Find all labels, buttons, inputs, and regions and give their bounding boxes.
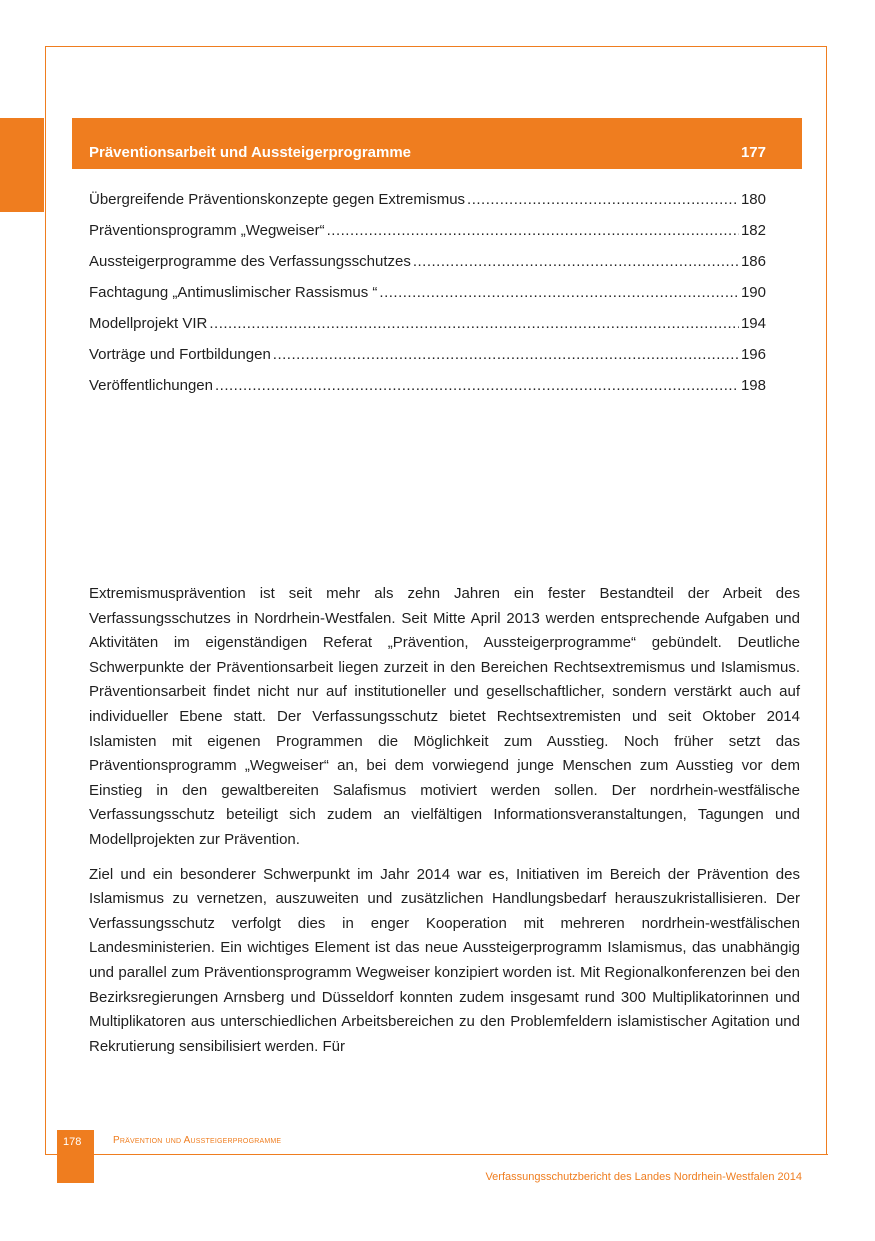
toc-item[interactable] xyxy=(89,220,766,251)
publication-title: Verfassungsschutzbericht des Landes Nordrhein-Westfalen 2014 xyxy=(485,1171,802,1183)
toc-item-page: 196 xyxy=(740,346,766,363)
chapter-side-tab xyxy=(0,118,44,212)
running-head: Prävention und Aussteigerprogramme xyxy=(113,1135,282,1146)
chapter-header-bar xyxy=(72,118,802,169)
toc-leader-dots xyxy=(467,189,739,211)
toc-leader-dots xyxy=(327,220,739,242)
toc-item[interactable] xyxy=(89,251,766,282)
toc-leader-dots xyxy=(215,375,739,397)
chapter-title: Präventionsarbeit und Aussteigerprogramme xyxy=(89,144,412,161)
toc-item-page: 194 xyxy=(740,315,766,332)
toc-leader-dots xyxy=(273,344,739,366)
toc-item-page: 182 xyxy=(740,222,766,239)
toc-item[interactable] xyxy=(89,313,766,344)
toc-item-label: Übergreifende Präventionskonzepte gegen Extremismus xyxy=(89,191,466,208)
toc-leader-dots xyxy=(209,313,739,335)
page-frame-bottom-rule xyxy=(45,1154,828,1155)
toc-item-page: 186 xyxy=(740,253,766,270)
toc-item[interactable] xyxy=(89,375,766,406)
toc-item-label: Aussteigerprogramme des Verfassungsschutzes xyxy=(89,253,411,270)
body-text xyxy=(89,582,800,1059)
toc-item-label: Vorträge und Fortbildungen xyxy=(89,346,271,363)
page-number-box xyxy=(57,1130,94,1183)
toc-leader-dots xyxy=(413,251,739,273)
body-paragraph: Ziel und ein besonderer Schwerpunkt im Jahr 2014 war es, Initiativen im Bereich der Prävention des Islamismus zu vernetzen, auszuweiten und zusätzlichen Handlungsbedarf herauszukristallisieren. Der Verfassungsschutz verfolgt dies in enger Kooperation mit mehreren nordrhein-westfälischen Landesministerien. Ein wichtiges Element ist das neue Aussteigerprogramm Islamismus, das unabhängig und parallel zum Präventionsprogramm Wegweiser konzipiert worden ist. Mit Regionalkonferenzen bei den Bezirksregierungen Arnsberg und Düsseldorf konnten zudem insgesamt rund 300 Multiplikatorinnen und Multiplikatoren aus unterschiedlichen Arbeitsbereichen zu den Problemfeldern islamistischer Agitation und Rekrutierung sensibilisiert werden. Für xyxy=(89,865,800,1055)
toc-item-label: Fachtagung „Antimuslimischer Rassismus “ xyxy=(89,284,378,301)
toc-item-label: Präventionsprogramm „Wegweiser“ xyxy=(89,222,325,239)
toc-leader-dots xyxy=(379,282,739,304)
toc-item-label: Modellprojekt VIR xyxy=(89,315,208,332)
toc-item[interactable] xyxy=(89,282,766,313)
chapter-page-number: 177 xyxy=(740,144,766,161)
page-number: 178 xyxy=(63,1136,82,1148)
body-paragraph: Extremismusprävention ist seit mehr als zehn Jahren ein fester Bestandteil der Arbeit des Verfassungsschutzes in Nordrhein-Westfalen. Seit Mitte April 2013 werden entsprechende Aufgaben und Aktivitäten im eigenständigen Referat „Prävention, Aussteigerprogramme“ gebündelt. Deutliche Schwerpunkte der Präventionsarbeit liegen zurzeit in den Bereichen Rechtsextremismus und Islamismus. Präventionsarbeit findet nicht nur auf institutioneller und gesellschaftlicher, sondern verstärkt auch auf individueller Ebene statt. Der Verfassungsschutz bietet Rechtsextremisten und seit Oktober 2014 Islamisten mit eigenen Programmen die Möglichkeit zum Ausstieg. Noch früher setzt das Präventionsprogramm „Wegweiser“ an, bei dem vorwiegend junge Menschen zum Ausstieg vor dem Einstieg in den gewaltbereiten Salafismus motiviert werden sollen. Der nordrhein-westfälische Verfassungsschutz beteiligt sich zudem an vielfältigen Informationsveranstaltungen, Tagungen und Modellprojekten zur Prävention. xyxy=(89,585,800,848)
toc-item-page: 190 xyxy=(740,284,766,301)
toc-item[interactable] xyxy=(89,344,766,375)
toc-item-page: 198 xyxy=(740,377,766,394)
toc-item-label: Veröffentlichungen xyxy=(89,377,213,394)
toc-item[interactable] xyxy=(89,189,766,220)
toc-item-page: 180 xyxy=(740,191,766,208)
table-of-contents xyxy=(89,189,766,406)
